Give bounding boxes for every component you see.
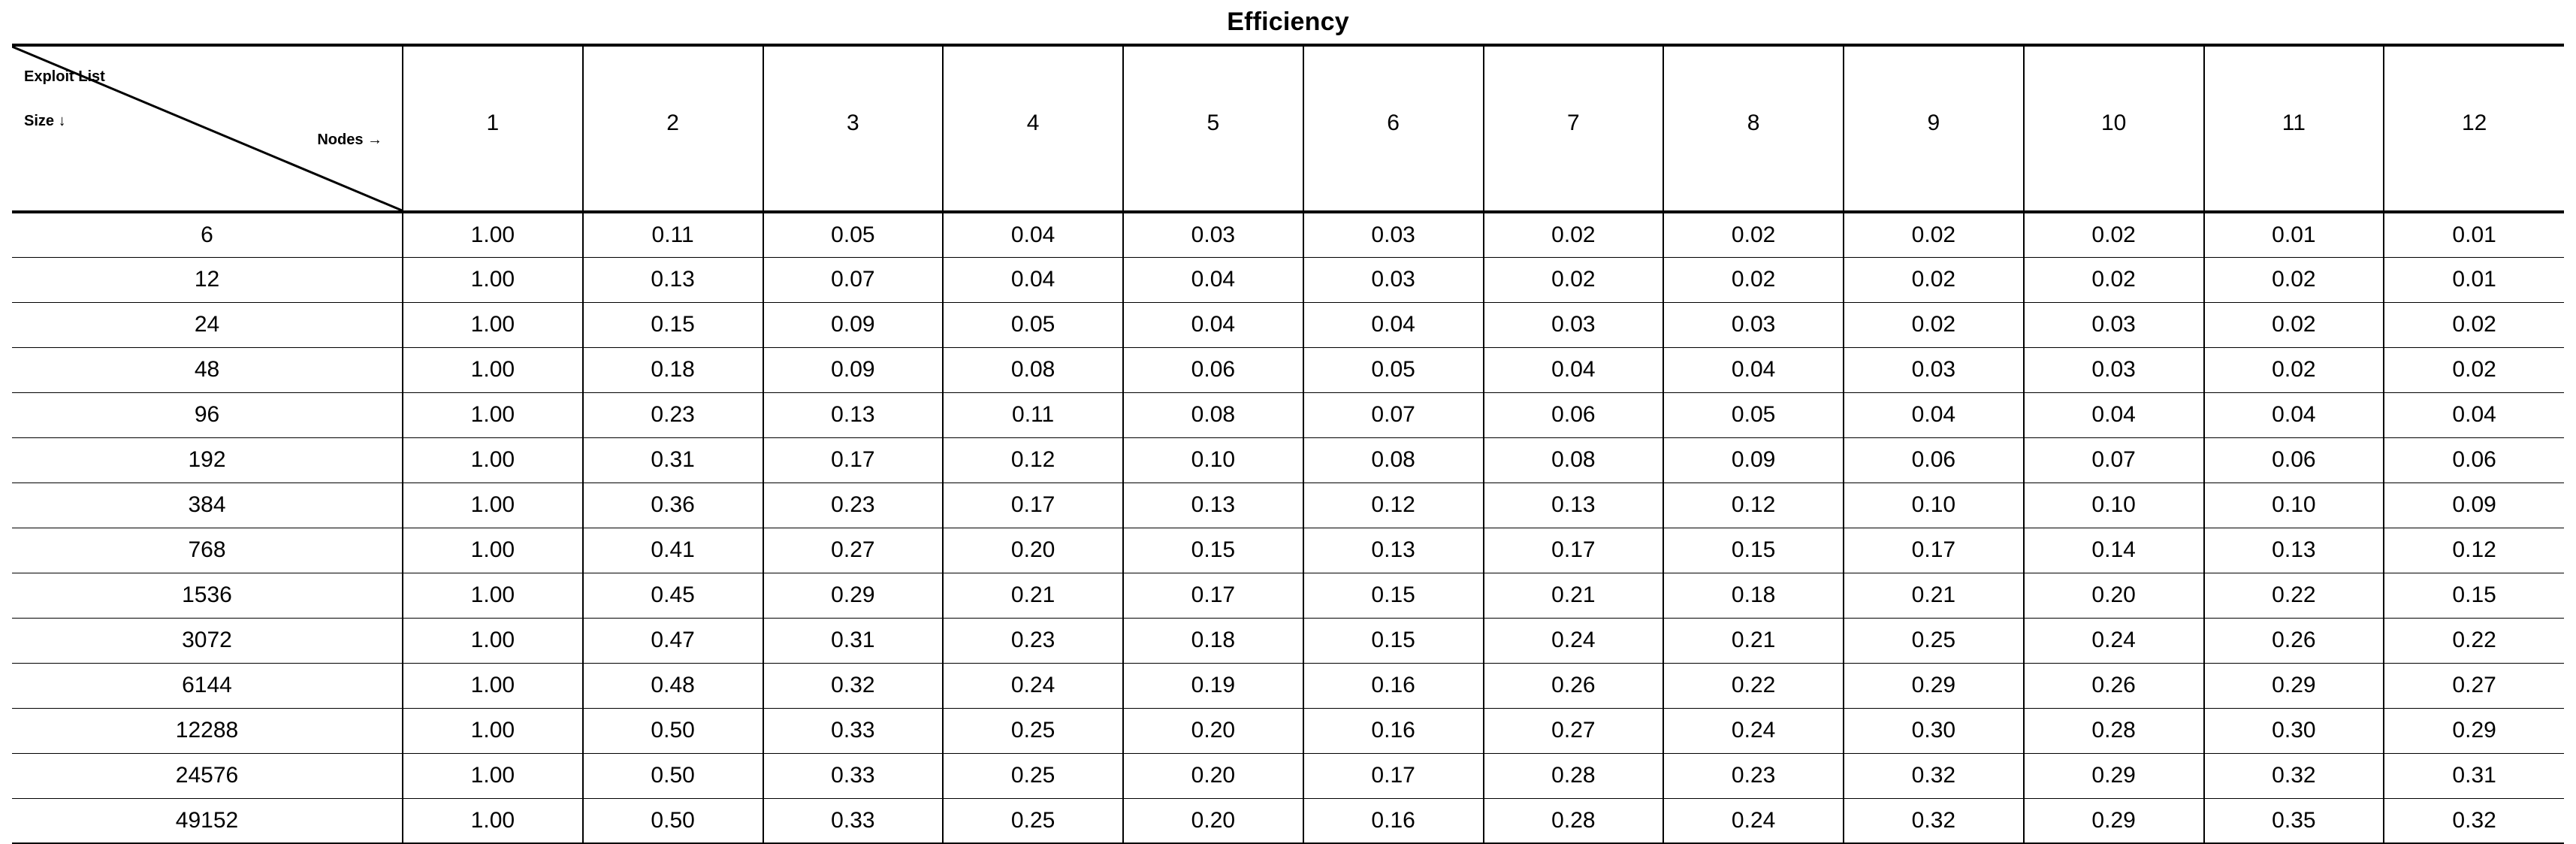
cell-r5-c11: 0.04	[2204, 392, 2384, 437]
cell-r12-c1: 1.00	[403, 708, 583, 753]
cell-r10-c8: 0.21	[1663, 618, 1844, 663]
cell-r5-c12: 0.04	[2384, 392, 2564, 437]
cell-r4-c7: 0.04	[1484, 347, 1664, 392]
cell-r10-c12: 0.22	[2384, 618, 2564, 663]
cell-r3-c4: 0.05	[943, 302, 1123, 347]
cell-r7-c5: 0.13	[1123, 483, 1303, 528]
table-row	[12, 392, 2564, 437]
cell-r11-c7: 0.26	[1484, 663, 1664, 708]
cell-r5-c10: 0.04	[2024, 392, 2204, 437]
table-row	[12, 437, 2564, 483]
cell-r7-c6: 0.12	[1303, 483, 1484, 528]
cell-r2-c2: 0.13	[583, 257, 763, 302]
column-axis-label: Nodes →	[317, 132, 382, 148]
column-header-3: 3	[763, 47, 944, 212]
cell-r1-c8: 0.02	[1663, 212, 1844, 257]
cell-r13-c7: 0.28	[1484, 753, 1664, 798]
cell-r3-c5: 0.04	[1123, 302, 1303, 347]
cell-r14-c11: 0.35	[2204, 798, 2384, 843]
cell-r6-c12: 0.06	[2384, 437, 2564, 483]
cell-r9-c7: 0.21	[1484, 573, 1664, 618]
cell-r12-c3: 0.33	[763, 708, 944, 753]
cell-r6-c10: 0.07	[2024, 437, 2204, 483]
cell-r1-c10: 0.02	[2024, 212, 2204, 257]
cell-r10-c5: 0.18	[1123, 618, 1303, 663]
cell-r9-c9: 0.21	[1844, 573, 2024, 618]
cell-r6-c1: 1.00	[403, 437, 583, 483]
cell-r14-c2: 0.50	[583, 798, 763, 843]
cell-r1-c5: 0.03	[1123, 212, 1303, 257]
cell-r8-c9: 0.17	[1844, 528, 2024, 573]
cell-r1-c11: 0.01	[2204, 212, 2384, 257]
cell-r4-c5: 0.06	[1123, 347, 1303, 392]
cell-r11-c4: 0.24	[943, 663, 1123, 708]
cell-r14-c12: 0.32	[2384, 798, 2564, 843]
table-body	[12, 212, 2564, 843]
cell-r8-c10: 0.14	[2024, 528, 2204, 573]
column-header-10: 10	[2024, 47, 2204, 212]
cell-r8-c11: 0.13	[2204, 528, 2384, 573]
cell-r4-c4: 0.08	[943, 347, 1123, 392]
table-row	[12, 663, 2564, 708]
cell-r9-c11: 0.22	[2204, 573, 2384, 618]
cell-r5-c2: 0.23	[583, 392, 763, 437]
table-row	[12, 573, 2564, 618]
cell-r11-c3: 0.32	[763, 663, 944, 708]
cell-r10-c7: 0.24	[1484, 618, 1664, 663]
cell-r11-c12: 0.27	[2384, 663, 2564, 708]
cell-r12-c2: 0.50	[583, 708, 763, 753]
cell-r5-c3: 0.13	[763, 392, 944, 437]
row-header-9: 1536	[12, 573, 403, 618]
table-header-row	[12, 47, 2564, 212]
axis-corner-cell	[12, 47, 403, 212]
cell-r5-c8: 0.05	[1663, 392, 1844, 437]
cell-r14-c8: 0.24	[1663, 798, 1844, 843]
cell-r4-c6: 0.05	[1303, 347, 1484, 392]
cell-r14-c1: 1.00	[403, 798, 583, 843]
cell-r9-c12: 0.15	[2384, 573, 2564, 618]
cell-r8-c12: 0.12	[2384, 528, 2564, 573]
cell-r10-c9: 0.25	[1844, 618, 2024, 663]
cell-r5-c5: 0.08	[1123, 392, 1303, 437]
cell-r10-c10: 0.24	[2024, 618, 2204, 663]
cell-r9-c4: 0.21	[943, 573, 1123, 618]
cell-r3-c9: 0.02	[1844, 302, 2024, 347]
cell-r8-c1: 1.00	[403, 528, 583, 573]
row-header-8: 768	[12, 528, 403, 573]
efficiency-table	[12, 47, 2564, 844]
cell-r14-c4: 0.25	[943, 798, 1123, 843]
cell-r12-c7: 0.27	[1484, 708, 1664, 753]
cell-r6-c7: 0.08	[1484, 437, 1664, 483]
row-header-1: 6	[12, 212, 403, 257]
cell-r13-c2: 0.50	[583, 753, 763, 798]
row-axis-label-line1: Exploit List	[24, 68, 105, 85]
table-row	[12, 618, 2564, 663]
cell-r9-c2: 0.45	[583, 573, 763, 618]
cell-r7-c11: 0.10	[2204, 483, 2384, 528]
cell-r1-c1: 1.00	[403, 212, 583, 257]
cell-r8-c6: 0.13	[1303, 528, 1484, 573]
cell-r2-c12: 0.01	[2384, 257, 2564, 302]
cell-r1-c9: 0.02	[1844, 212, 2024, 257]
cell-r13-c10: 0.29	[2024, 753, 2204, 798]
cell-r4-c9: 0.03	[1844, 347, 2024, 392]
table-row	[12, 753, 2564, 798]
cell-r12-c8: 0.24	[1663, 708, 1844, 753]
cell-r13-c1: 1.00	[403, 753, 583, 798]
cell-r8-c2: 0.41	[583, 528, 763, 573]
cell-r9-c5: 0.17	[1123, 573, 1303, 618]
cell-r11-c6: 0.16	[1303, 663, 1484, 708]
table-row	[12, 798, 2564, 843]
cell-r12-c12: 0.29	[2384, 708, 2564, 753]
column-header-2: 2	[583, 47, 763, 212]
table-header	[12, 47, 2564, 212]
cell-r8-c7: 0.17	[1484, 528, 1664, 573]
cell-r12-c6: 0.16	[1303, 708, 1484, 753]
table-row	[12, 347, 2564, 392]
cell-r11-c5: 0.19	[1123, 663, 1303, 708]
table-row	[12, 708, 2564, 753]
cell-r1-c6: 0.03	[1303, 212, 1484, 257]
column-header-11: 11	[2204, 47, 2384, 212]
cell-r1-c12: 0.01	[2384, 212, 2564, 257]
table-row	[12, 212, 2564, 257]
cell-r4-c10: 0.03	[2024, 347, 2204, 392]
table-row	[12, 257, 2564, 302]
cell-r7-c7: 0.13	[1484, 483, 1664, 528]
cell-r12-c10: 0.28	[2024, 708, 2204, 753]
cell-r7-c1: 1.00	[403, 483, 583, 528]
page-title: Efficiency	[1227, 7, 1349, 36]
cell-r9-c8: 0.18	[1663, 573, 1844, 618]
cell-r6-c8: 0.09	[1663, 437, 1844, 483]
cell-r6-c4: 0.12	[943, 437, 1123, 483]
cell-r14-c3: 0.33	[763, 798, 944, 843]
column-header-6: 6	[1303, 47, 1484, 212]
cell-r11-c1: 1.00	[403, 663, 583, 708]
cell-r9-c10: 0.20	[2024, 573, 2204, 618]
cell-r3-c1: 1.00	[403, 302, 583, 347]
cell-r13-c3: 0.33	[763, 753, 944, 798]
row-axis-label-line2: Size ↓	[24, 113, 66, 129]
cell-r11-c10: 0.26	[2024, 663, 2204, 708]
cell-r11-c11: 0.29	[2204, 663, 2384, 708]
cell-r10-c2: 0.47	[583, 618, 763, 663]
cell-r7-c4: 0.17	[943, 483, 1123, 528]
cell-r9-c1: 1.00	[403, 573, 583, 618]
cell-r12-c4: 0.25	[943, 708, 1123, 753]
cell-r9-c3: 0.29	[763, 573, 944, 618]
cell-r5-c6: 0.07	[1303, 392, 1484, 437]
cell-r10-c6: 0.15	[1303, 618, 1484, 663]
cell-r13-c5: 0.20	[1123, 753, 1303, 798]
cell-r11-c8: 0.22	[1663, 663, 1844, 708]
cell-r10-c1: 1.00	[403, 618, 583, 663]
cell-r4-c11: 0.02	[2204, 347, 2384, 392]
cell-r2-c4: 0.04	[943, 257, 1123, 302]
row-header-11: 6144	[12, 663, 403, 708]
cell-r7-c12: 0.09	[2384, 483, 2564, 528]
cell-r2-c3: 0.07	[763, 257, 944, 302]
cell-r5-c7: 0.06	[1484, 392, 1664, 437]
cell-r13-c6: 0.17	[1303, 753, 1484, 798]
cell-r12-c9: 0.30	[1844, 708, 2024, 753]
cell-r7-c8: 0.12	[1663, 483, 1844, 528]
row-header-4: 48	[12, 347, 403, 392]
table-row	[12, 483, 2564, 528]
cell-r3-c3: 0.09	[763, 302, 944, 347]
cell-r13-c8: 0.23	[1663, 753, 1844, 798]
row-header-13: 24576	[12, 753, 403, 798]
cell-r3-c6: 0.04	[1303, 302, 1484, 347]
cell-r14-c9: 0.32	[1844, 798, 2024, 843]
cell-r6-c5: 0.10	[1123, 437, 1303, 483]
cell-r4-c3: 0.09	[763, 347, 944, 392]
cell-r2-c1: 1.00	[403, 257, 583, 302]
column-header-5: 5	[1123, 47, 1303, 212]
row-header-12: 12288	[12, 708, 403, 753]
cell-r13-c4: 0.25	[943, 753, 1123, 798]
cell-r6-c3: 0.17	[763, 437, 944, 483]
cell-r2-c5: 0.04	[1123, 257, 1303, 302]
row-header-6: 192	[12, 437, 403, 483]
cell-r4-c12: 0.02	[2384, 347, 2564, 392]
cell-r14-c6: 0.16	[1303, 798, 1484, 843]
cell-r5-c9: 0.04	[1844, 392, 2024, 437]
cell-r7-c2: 0.36	[583, 483, 763, 528]
cell-r4-c8: 0.04	[1663, 347, 1844, 392]
table-row	[12, 528, 2564, 573]
cell-r3-c10: 0.03	[2024, 302, 2204, 347]
cell-r3-c11: 0.02	[2204, 302, 2384, 347]
cell-r4-c1: 1.00	[403, 347, 583, 392]
cell-r2-c8: 0.02	[1663, 257, 1844, 302]
cell-r9-c6: 0.15	[1303, 573, 1484, 618]
row-header-2: 12	[12, 257, 403, 302]
cell-r13-c11: 0.32	[2204, 753, 2384, 798]
cell-r4-c2: 0.18	[583, 347, 763, 392]
row-header-14: 49152	[12, 798, 403, 843]
cell-r3-c8: 0.03	[1663, 302, 1844, 347]
cell-r1-c7: 0.02	[1484, 212, 1664, 257]
cell-r14-c10: 0.29	[2024, 798, 2204, 843]
column-header-4: 4	[943, 47, 1123, 212]
cell-r6-c9: 0.06	[1844, 437, 2024, 483]
cell-r2-c11: 0.02	[2204, 257, 2384, 302]
cell-r6-c6: 0.08	[1303, 437, 1484, 483]
cell-r14-c7: 0.28	[1484, 798, 1664, 843]
cell-r8-c8: 0.15	[1663, 528, 1844, 573]
cell-r5-c4: 0.11	[943, 392, 1123, 437]
cell-r14-c5: 0.20	[1123, 798, 1303, 843]
cell-r12-c5: 0.20	[1123, 708, 1303, 753]
cell-r2-c10: 0.02	[2024, 257, 2204, 302]
cell-r10-c4: 0.23	[943, 618, 1123, 663]
cell-r7-c3: 0.23	[763, 483, 944, 528]
cell-r11-c9: 0.29	[1844, 663, 2024, 708]
cell-r8-c4: 0.20	[943, 528, 1123, 573]
cell-r3-c12: 0.02	[2384, 302, 2564, 347]
cell-r11-c2: 0.48	[583, 663, 763, 708]
cell-r2-c9: 0.02	[1844, 257, 2024, 302]
cell-r2-c6: 0.03	[1303, 257, 1484, 302]
cell-r12-c11: 0.30	[2204, 708, 2384, 753]
table-row	[12, 302, 2564, 347]
cell-r5-c1: 1.00	[403, 392, 583, 437]
cell-r3-c7: 0.03	[1484, 302, 1664, 347]
cell-r7-c9: 0.10	[1844, 483, 2024, 528]
cell-r3-c2: 0.15	[583, 302, 763, 347]
cell-r13-c12: 0.31	[2384, 753, 2564, 798]
column-header-7: 7	[1484, 47, 1664, 212]
row-header-7: 384	[12, 483, 403, 528]
cell-r10-c11: 0.26	[2204, 618, 2384, 663]
cell-r10-c3: 0.31	[763, 618, 944, 663]
cell-r1-c4: 0.04	[943, 212, 1123, 257]
cell-r1-c2: 0.11	[583, 212, 763, 257]
cell-r13-c9: 0.32	[1844, 753, 2024, 798]
row-header-3: 24	[12, 302, 403, 347]
column-header-9: 9	[1844, 47, 2024, 212]
cell-r1-c3: 0.05	[763, 212, 944, 257]
cell-r8-c5: 0.15	[1123, 528, 1303, 573]
row-header-10: 3072	[12, 618, 403, 663]
column-header-1: 1	[403, 47, 583, 212]
cell-r6-c2: 0.31	[583, 437, 763, 483]
cell-r7-c10: 0.10	[2024, 483, 2204, 528]
row-header-5: 96	[12, 392, 403, 437]
cell-r6-c11: 0.06	[2204, 437, 2384, 483]
column-header-8: 8	[1663, 47, 1844, 212]
cell-r8-c3: 0.27	[763, 528, 944, 573]
column-header-12: 12	[2384, 47, 2564, 212]
table-title-row	[12, 0, 2564, 47]
cell-r2-c7: 0.02	[1484, 257, 1664, 302]
